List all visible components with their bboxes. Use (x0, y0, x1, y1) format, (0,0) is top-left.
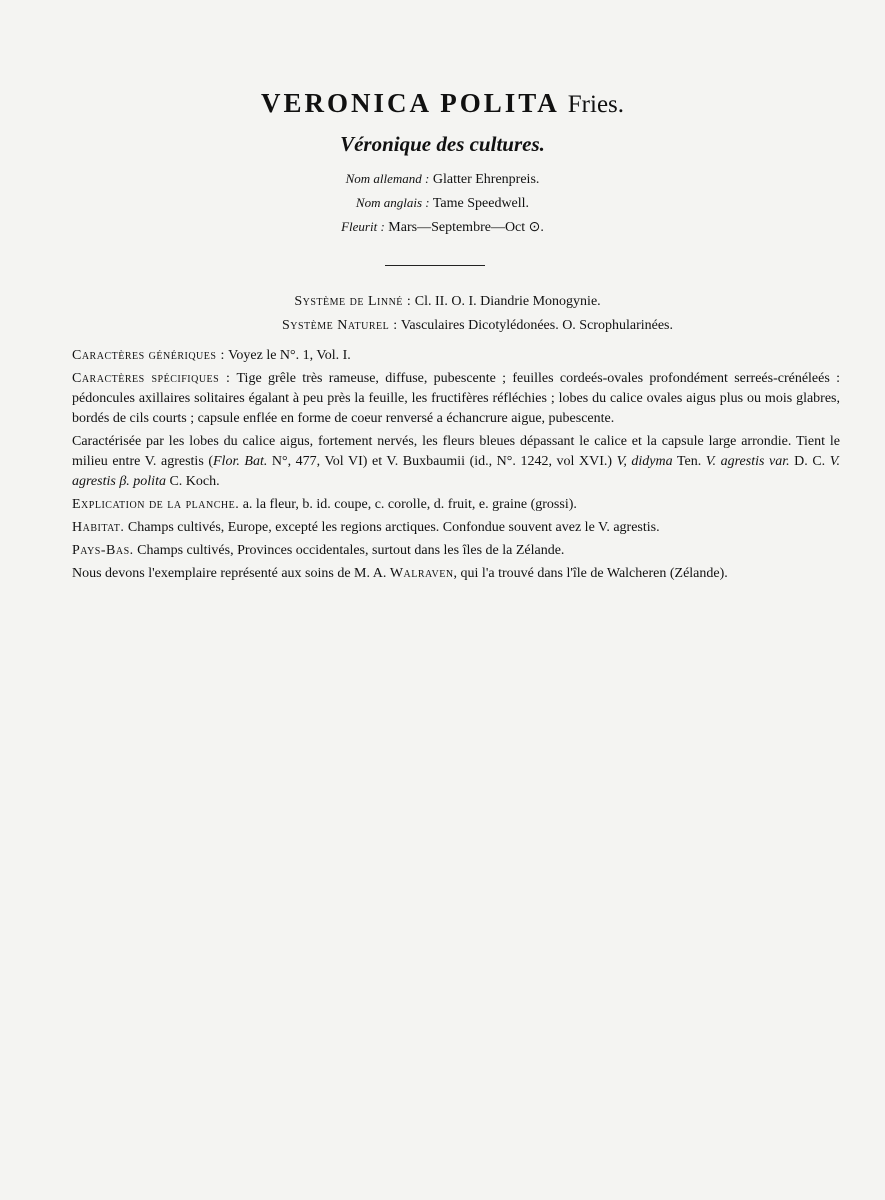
characterization-ref-4: V. agrestis β. polita (72, 454, 841, 489)
linne-system-label: Système de Linné : (294, 294, 412, 309)
german-name-value: Glatter Ehrenpreis. (432, 172, 540, 187)
natural-system-label: Système Naturel : (281, 318, 398, 333)
habitat-value: Champs cultivés, Europe, excepté les regions arctiques. Confondue souvent avez le V. agrestis. (127, 520, 660, 535)
characterization-text-4: D. C. (789, 454, 830, 469)
characterization-text-5: C. Koch. (165, 474, 220, 489)
natural-system-value: Vasculaires Dicotylédonées. O. Scrophularinées. (400, 318, 673, 333)
plate-explanation (72, 495, 840, 515)
page-subtitle: Véronique des cultures. (340, 132, 545, 156)
characterization-text-1: Caractérisée par les lobes du calice aigus, fortement nervés, les fleurs bleues dépassant le calice et la capsule large arrondie. Tient le milieu entre V. agrestis ( (72, 434, 840, 469)
habitat-paragraph (72, 518, 840, 538)
characterization-ref-3: V. agrestis var. (705, 454, 790, 469)
specific-value: Tige grêle très rameuse, diffuse, pubescente ; feuilles cordeés-ovales profondément serreés-crénéleés : pédoncules axillaires solitaires égalant à peu près la feuille, les fructifères réfléchies ; lobes du calice ovales aigus plus ou mois glabres, bordés de cils courts ; capsule enflée en forme de coeur renversé a échancrure aigue, pubescente. (72, 371, 841, 426)
natural-system-line (35, 318, 885, 334)
characterization-text-2: N°, 477, Vol VI) et V. Buxbaumii (id., N°. 1242, vol XVI.) (267, 454, 617, 469)
species-author: Fries. (567, 91, 625, 118)
english-name-value: Tame Speedwell. (432, 196, 530, 211)
characterization-ref-1: Flor. Bat. (213, 454, 268, 469)
characterization-text-3: Ten. (672, 454, 706, 469)
page-title (0, 88, 885, 119)
linne-system-line (5, 294, 885, 310)
species-name: VERONICA POLITA (260, 88, 560, 118)
netherlands-value: Champs cultivés, Provinces occidentales, surtout dans les îles de la Zélande. (137, 543, 565, 558)
flowering-value: Mars—Septembre—Oct ⊙. (388, 220, 544, 235)
characterization-paragraph (72, 432, 840, 492)
generic-value: Voyez le N°. 1, Vol. I. (228, 348, 351, 363)
flowering-line (0, 219, 885, 236)
specific-characters (72, 369, 840, 429)
generic-label: Caractères génériques : (72, 348, 225, 363)
netherlands-paragraph (72, 541, 840, 561)
habitat-label: Habitat. (72, 520, 125, 535)
flowering-label: Fleurit : (341, 219, 385, 234)
description-body (72, 346, 840, 587)
characterization-ref-2: V, didyma (616, 454, 673, 469)
acknowledgement-text-1: Nous devons l'exemplaire représenté aux soins de M. A. (72, 566, 390, 581)
linne-system-value: Cl. II. O. I. Diandrie Monogynie. (414, 294, 601, 309)
divider (385, 265, 485, 266)
plate-label: Explication de la planche. (72, 497, 240, 512)
netherlands-label: Pays-Bas. (72, 543, 134, 558)
english-name-line (0, 195, 885, 212)
plate-value: a. la fleur, b. id. coupe, c. corolle, d. fruit, e. graine (grossi). (242, 497, 577, 512)
collector-name: Walraven (389, 566, 454, 581)
german-name-line (0, 171, 885, 188)
specific-label: Caractères spécifiques : (72, 371, 231, 386)
english-name-label: Nom anglais : (355, 195, 430, 210)
german-name-label: Nom allemand : (345, 171, 430, 186)
acknowledgement-paragraph (72, 564, 840, 584)
generic-characters (72, 346, 840, 366)
acknowledgement-text-2: , qui l'a trouvé dans l'île de Walcheren (Zélande). (453, 566, 728, 581)
